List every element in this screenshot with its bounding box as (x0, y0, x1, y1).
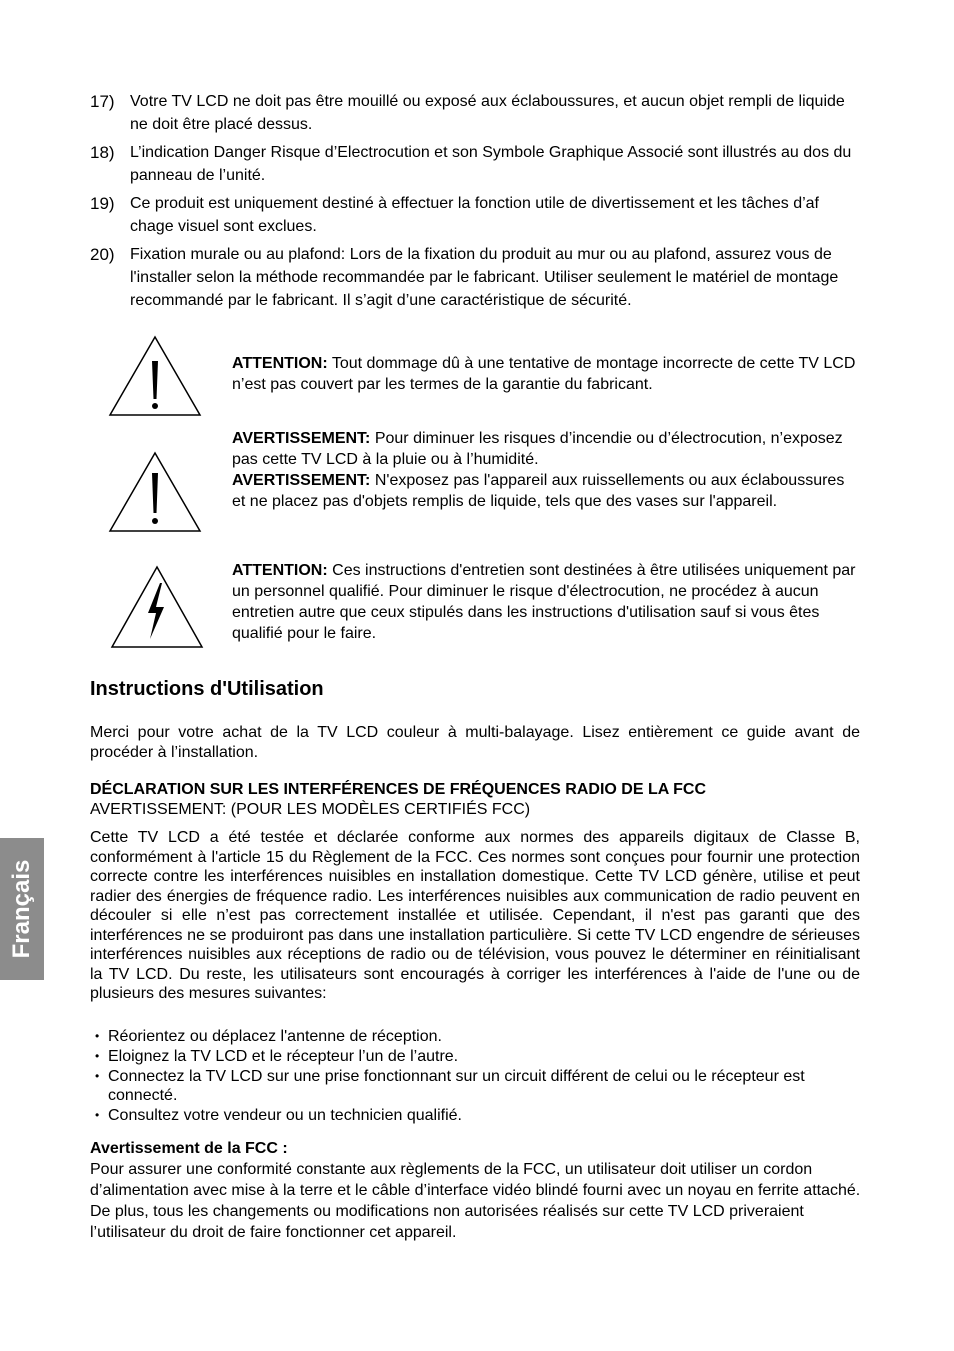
fcc-warning-text: Pour assurer une conformité constante aux règlements de la FCC, un utilisateur doit utiliser un cordon d’alimentation avec mise à la terre et le câble d’interface vidéo blindé fourni avec un noyau en ferrite attaché. De plus, tous les changements ou modifications non autorisées réalisés sur cette TV LCD priveraient l’utilisateur du droit de faire fonctionner cet appareil. (90, 1161, 861, 1241)
section-title: Instructions d'Utilisation (90, 678, 324, 700)
item-number: 19) (90, 194, 115, 213)
warning-attention-1 (232, 353, 862, 395)
item-text: Ce produit est uniquement destiné à effectuer la fonction utile de divertissement et les tâches d’af chage visuel sont exclues. (130, 195, 819, 235)
list-item (90, 90, 860, 136)
item-text: Fixation murale ou au plafond: Lors de la fixation du produit au mur ou au plafond, assurez vous de l'installer selon la méthode recommandée par le fabricant. Utiliser seulement le matériel de montage recommandé par le fabricant. Il s’agit d’une caractéristique de sécurité. (130, 246, 839, 309)
list-item: • Consultez votre vendeur ou un technicien qualifié. (90, 1106, 860, 1125)
lightning-triangle-icon (110, 565, 204, 649)
item-number: 20) (90, 245, 115, 264)
numbered-list (90, 90, 860, 317)
item-number: 17) (90, 92, 115, 111)
list-item: • Eloignez la TV LCD et le récepteur l’un de l’autre. (90, 1047, 860, 1066)
list-item: • Réorientez ou déplacez l'antenne de réception. (90, 1027, 860, 1046)
warning-label: AVERTISSEMENT: (232, 430, 371, 447)
language-side-tab (0, 838, 44, 980)
fcc-heading: DÉCLARATION SUR LES INTERFÉRENCES DE FRÉQUENCES RADIO DE LA FCC (90, 781, 707, 798)
warning-text: Ces instructions d'entretien sont destinées à être utilisées uniquement par un personnel qualifié. Pour diminuer le risque d'électrocution, ne procédez à aucun entretien autre que ceux stipulés dans les instructions d'utilisation sauf si vous êtes qualifié pour le faire. (232, 562, 856, 642)
warning-attention-2 (232, 560, 862, 644)
warning-avertissement (232, 428, 862, 512)
fcc-warning-title: Avertissement de la FCC : (90, 1140, 288, 1157)
fcc-header (90, 780, 860, 819)
fcc-warning (90, 1138, 865, 1243)
warning-label: ATTENTION: (232, 355, 328, 372)
item-text: L’indication Danger Risque d’Electrocution et son Symbole Graphique Associé sont illustrés au dos du panneau de l’unité. (130, 144, 852, 184)
warning-label: ATTENTION: (232, 562, 328, 579)
list-item (90, 141, 860, 187)
list-item (90, 192, 860, 238)
item-text: Votre TV LCD ne doit pas être mouillé ou exposé aux éclaboussures, et aucun objet rempli de liquide ne doit être placé dessus. (130, 93, 845, 133)
fcc-body-paragraph: Cette TV LCD a été testée et déclarée conforme aux normes des appareils digitaux de Classe B, conformément à l'article 15 du Règlement de la FCC. Ces normes sont conçues pour fournir une protection correcte contre les interférences nuisibles en installation domestique. Cette TV LCD génère, utilise et peut radier des énergies de fréquence radio. Les interférences nuisibles aux communication de radio peuvent en découler si elle n’est pas correctement installée et utilisée. Cependant, il n'est pas garanti que des interférences ne se produiront pas dans une installation particulière. Si cette TV LCD engendre de sérieuses interférences nuisibles aux réceptions de radio ou de télévision, vous pouvez le déterminer en réinitialisant la TV LCD. Du reste, les utilisateurs sont encouragés à corriger les interférences à l'aide de l'une ou de plusieurs des mesures suivantes: (90, 829, 860, 1002)
item-number: 18) (90, 143, 115, 162)
warning-text: Tout dommage dû à une tentative de montage incorrecte de cette TV LCD n’est pas couvert par les termes de la garantie du fabricant. (232, 355, 856, 393)
language-label: Français (8, 859, 35, 959)
exclamation-triangle-icon (108, 335, 202, 417)
intro-paragraph: Merci pour votre achat de la TV LCD couleur à multi-balayage. Lisez entièrement ce guide avant de procéder à l’installation. (90, 724, 860, 761)
list-item: • Connectez la TV LCD sur une prise fonctionnant sur un circuit différent de celui ou le récepteur est connecté. (90, 1067, 860, 1105)
fcc-measures-list (90, 1027, 860, 1126)
warning-label: AVERTISSEMENT: (232, 472, 371, 489)
exclamation-triangle-icon (108, 451, 202, 533)
warning-text: Pour diminuer les risques d’incendie ou d’électrocution, n’exposez pas cette TV LCD à la pluie ou à l’humidité. (232, 430, 843, 468)
warning-text: N'exposez pas l'appareil aux ruissellements ou aux éclaboussures et ne placez pas d'objets remplis de liquide, tels que des vases sur l'appareil. (232, 472, 845, 510)
list-item (90, 243, 860, 312)
fcc-subheading: AVERTISSEMENT: (POUR LES MODÈLES CERTIFIÉS FCC) (90, 800, 531, 818)
